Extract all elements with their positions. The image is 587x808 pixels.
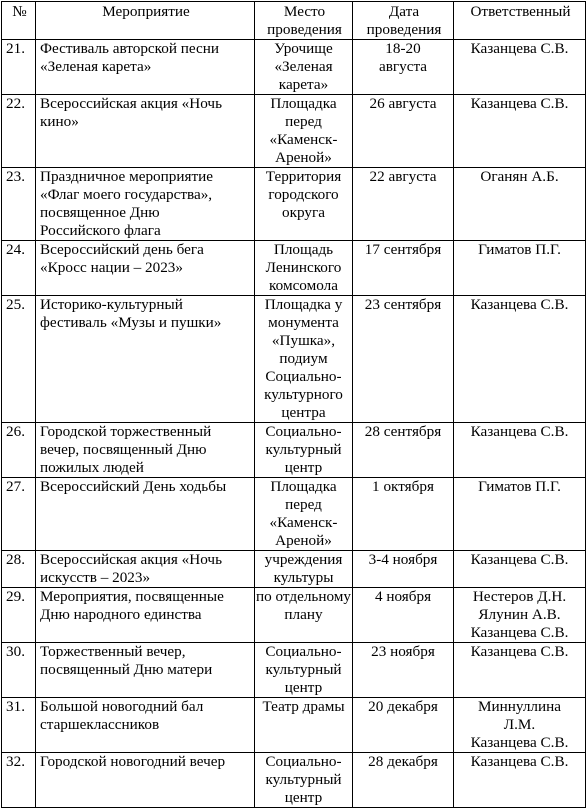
place-cell-line: перед [285, 113, 322, 130]
place-cell [255, 588, 353, 643]
date-cell-line: 3-4 ноября [368, 551, 438, 568]
place-cell [255, 40, 353, 95]
responsible-cell-line: Казанцева С.В. [470, 734, 569, 751]
date-cell-line: 20 декабря [368, 698, 438, 715]
place-cell-line: «Каменск- [269, 131, 338, 148]
place-cell [255, 423, 353, 478]
table-row [2, 698, 586, 753]
table-row [2, 40, 586, 95]
event-cell [36, 588, 255, 643]
event-cell-line: Всероссийский День ходьбы [40, 478, 227, 495]
place-cell-line: «Зеленая [274, 58, 333, 75]
place-cell-line: по отдельному [256, 588, 351, 605]
header-num: № [2, 2, 36, 40]
date-cell-line: 22 августа [369, 168, 437, 185]
date-cell-line: августа [378, 58, 428, 75]
responsible-cell [454, 643, 586, 698]
place-cell-line: Социально- [265, 423, 342, 440]
event-cell-line: Городской торжественный [40, 423, 212, 440]
place-cell [255, 643, 353, 698]
responsible-cell-line: Миннуллина [478, 698, 561, 715]
responsible-cell [454, 551, 586, 588]
header-event: Мероприятие [36, 2, 255, 40]
responsible-cell-line: Ялунин А.В. [478, 606, 561, 623]
event-cell-line: старшеклассников [40, 716, 160, 733]
place-cell-line: округа [282, 204, 325, 221]
table-body [2, 40, 586, 808]
table-row [2, 168, 586, 241]
event-cell [36, 241, 255, 296]
responsible-cell-line: Казанцева С.В. [470, 753, 569, 770]
place-cell-line: Территория [265, 168, 342, 185]
row-number: 22. [2, 95, 36, 168]
responsible-cell-line: Казанцева С.В. [470, 551, 569, 568]
table-header-row [2, 2, 586, 40]
place-cell-line: культурный [265, 771, 342, 788]
responsible-cell [454, 423, 586, 478]
responsible-cell [454, 40, 586, 95]
event-cell-line: «Зеленая карета» [40, 58, 152, 75]
table-row [2, 753, 586, 808]
responsible-cell-line: Казанцева С.В. [470, 95, 569, 112]
row-number: 23. [2, 168, 36, 241]
event-cell-line: вечер, посвященный Дню [40, 441, 207, 458]
place-cell-line: Театр драмы [262, 698, 345, 715]
responsible-cell [454, 296, 586, 423]
place-cell-line: монумента [268, 314, 339, 331]
responsible-cell-line: Л.М. [503, 716, 536, 733]
place-cell-line: Ленинского [265, 259, 342, 276]
place-cell-line: плану [284, 606, 323, 623]
header-date [353, 2, 454, 40]
place-cell-line: учреждения [264, 551, 343, 568]
place-cell-line: культурный [265, 661, 342, 678]
table-row [2, 296, 586, 423]
place-cell-line: комсомола [269, 277, 338, 294]
place-cell-line: Социально- [265, 643, 342, 660]
row-number: 25. [2, 296, 36, 423]
place-cell-line: Площадка у [264, 296, 343, 313]
event-cell-line: Мероприятия, посвященные [40, 588, 224, 605]
row-number: 29. [2, 588, 36, 643]
place-cell-line: центр [284, 459, 323, 476]
event-cell-line: Фестиваль авторской песни [40, 40, 220, 57]
event-cell [36, 753, 255, 808]
place-cell-line: Площадка [270, 95, 337, 112]
event-cell-line: Всероссийский день бега [40, 241, 204, 258]
row-number: 28. [2, 551, 36, 588]
event-cell-line: Дню народного единства [40, 606, 202, 623]
row-number: 24. [2, 241, 36, 296]
place-cell-line: «Пушка», [271, 332, 336, 349]
responsible-cell [454, 95, 586, 168]
place-cell [255, 753, 353, 808]
date-cell-line: 28 декабря [368, 753, 438, 770]
table-row [2, 241, 586, 296]
event-cell-line: кино» [40, 113, 79, 130]
event-cell-line: Торжественный вечер, [40, 643, 186, 660]
date-cell [353, 698, 454, 753]
date-cell-line: 4 ноября [374, 588, 432, 605]
responsible-cell-line: Казанцева С.В. [470, 296, 569, 313]
table-row [2, 551, 586, 588]
responsible-cell-line: Гиматов П.Г. [478, 241, 561, 258]
date-cell [353, 753, 454, 808]
responsible-cell-line: Нестеров Д.Н. [472, 588, 567, 605]
place-cell-line: культуры [273, 569, 334, 586]
date-cell-line: 23 сентября [364, 296, 442, 313]
row-number: 30. [2, 643, 36, 698]
place-cell-line: перед [285, 496, 322, 513]
date-cell [353, 95, 454, 168]
place-cell [255, 551, 353, 588]
events-table [1, 1, 586, 808]
row-number: 27. [2, 478, 36, 551]
event-cell-line: посвященный Дню матери [40, 661, 213, 678]
event-cell-line: посвященное Дню [40, 204, 160, 221]
event-cell-line: Праздничное мероприятие [40, 168, 213, 185]
date-cell [353, 643, 454, 698]
place-cell-line: Площадь [273, 241, 334, 258]
place-cell [255, 241, 353, 296]
responsible-cell-line: Оганян А.Б. [480, 168, 559, 185]
date-cell-line: 1 октября [372, 478, 434, 495]
place-cell [255, 95, 353, 168]
event-cell-line: «Флаг моего государства», [40, 186, 213, 203]
date-cell [353, 296, 454, 423]
place-cell [255, 698, 353, 753]
date-cell-line: 17 сентября [364, 241, 442, 258]
event-cell [36, 698, 255, 753]
place-cell-line: городского [268, 186, 339, 203]
header-place-line: Место [283, 3, 326, 20]
row-number: 21. [2, 40, 36, 95]
date-cell [353, 241, 454, 296]
row-number: 32. [2, 753, 36, 808]
event-cell [36, 168, 255, 241]
table-row [2, 478, 586, 551]
place-cell [255, 296, 353, 423]
date-cell [353, 423, 454, 478]
header-place-line: проведения [267, 21, 342, 38]
event-cell [36, 478, 255, 551]
row-number: 31. [2, 698, 36, 753]
event-cell-line: Всероссийская акция «Ночь [40, 551, 222, 568]
place-cell [255, 168, 353, 241]
place-cell-line: центр [284, 789, 323, 806]
responsible-cell-line: Казанцева С.В. [470, 423, 569, 440]
event-cell-line: фестиваль «Музы и пушки» [40, 314, 222, 331]
date-cell-line: 26 августа [369, 95, 437, 112]
event-cell-line: Российского флага [40, 222, 161, 239]
event-cell [36, 423, 255, 478]
responsible-cell-line: Казанцева С.В. [470, 624, 569, 641]
table-row [2, 588, 586, 643]
date-cell-line: 18-20 [385, 40, 421, 57]
event-cell [36, 95, 255, 168]
responsible-cell [454, 588, 586, 643]
event-cell-line: Городской новогодний вечер [40, 753, 226, 770]
place-cell-line: «Каменск- [269, 514, 338, 531]
date-cell-line: 28 сентября [364, 423, 442, 440]
responsible-cell-line: Казанцева С.В. [470, 40, 569, 57]
place-cell-line: Ареной» [275, 532, 332, 549]
table-row [2, 423, 586, 478]
event-cell-line: Всероссийская акция «Ночь [40, 95, 222, 112]
row-number: 26. [2, 423, 36, 478]
event-cell-line: Историко-культурный [40, 296, 183, 313]
date-cell [353, 478, 454, 551]
responsible-cell [454, 753, 586, 808]
date-cell-line: 23 ноября [371, 643, 435, 660]
place-cell-line: центр [284, 679, 323, 696]
event-cell [36, 643, 255, 698]
table-row [2, 95, 586, 168]
header-place [255, 2, 353, 40]
responsible-cell [454, 478, 586, 551]
event-cell-line: пожилых людей [40, 459, 144, 476]
place-cell-line: центра [281, 404, 326, 421]
responsible-cell [454, 698, 586, 753]
place-cell [255, 478, 353, 551]
responsible-cell-line: Казанцева С.В. [470, 643, 569, 660]
place-cell-line: культурного [264, 386, 343, 403]
date-cell [353, 40, 454, 95]
event-cell [36, 40, 255, 95]
header-date-line: Дата [388, 3, 420, 20]
place-cell-line: подиум [279, 350, 328, 367]
date-cell [353, 588, 454, 643]
place-cell-line: Социально- [265, 368, 342, 385]
event-cell [36, 296, 255, 423]
place-cell-line: Социально- [265, 753, 342, 770]
event-cell [36, 551, 255, 588]
date-cell [353, 551, 454, 588]
responsible-cell [454, 241, 586, 296]
place-cell-line: карета» [278, 76, 329, 93]
place-cell-line: Урочище [274, 40, 333, 57]
place-cell-line: культурный [265, 441, 342, 458]
event-cell-line: «Кросс нации – 2023» [40, 259, 183, 276]
table-row [2, 643, 586, 698]
header-responsible: Ответственный [454, 2, 586, 40]
header-date-line: проведения [366, 21, 442, 38]
event-cell-line: искусств – 2023» [40, 569, 151, 586]
date-cell [353, 168, 454, 241]
responsible-cell [454, 168, 586, 241]
event-cell-line: Большой новогодний бал [40, 698, 204, 715]
place-cell-line: Ареной» [275, 149, 332, 166]
place-cell-line: Площадка [270, 478, 337, 495]
responsible-cell-line: Гиматов П.Г. [478, 478, 561, 495]
